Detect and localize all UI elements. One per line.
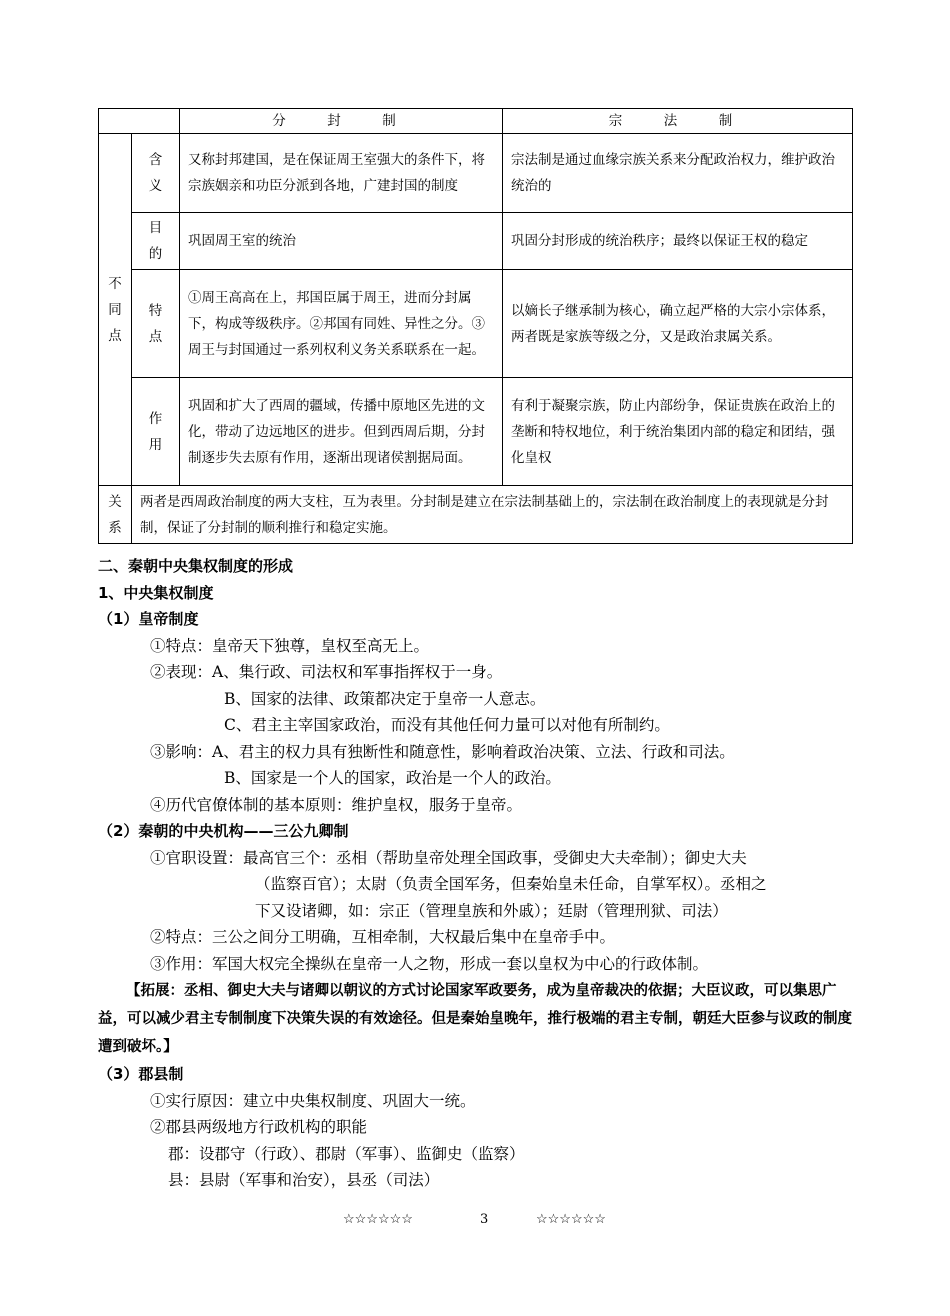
text-line: ③作用：军国大权完全操纵在皇帝一人之物，形成一套以皇权为中心的行政体制。 xyxy=(150,954,709,973)
relation-label: 关系 xyxy=(108,493,122,536)
header-fenfeng: 分 封 制 xyxy=(180,109,503,134)
row-label-cell xyxy=(132,213,180,270)
table-row xyxy=(99,213,853,270)
row-label: 含义 xyxy=(148,152,163,194)
text-line: ①官职设置：最高官三个：丞相（帮助皇帝处理全国政事，受御史大夫牵制）；御史大夫 xyxy=(150,848,747,867)
text-line: 郡：设郡守（行政）、郡尉（军事）、监御史（监察） xyxy=(168,1144,525,1163)
group-label: 不同点 xyxy=(108,275,122,344)
cell-fenfeng: 巩固和扩大了西周的疆域，传播中原地区先进的文化，带动了边远地区的进步。但到西周后期，分封制逐步失去原有作用，逐渐出现诸侯割据局面。 xyxy=(180,378,503,486)
cell-zongfa: 以嫡长子继承制为核心，确立起严格的大宗小宗体系，两者既是家族等级之分，又是政治隶属关系。 xyxy=(503,270,853,378)
text-line: B、国家是一个人的国家，政治是一个人的政治。 xyxy=(224,769,561,787)
section-title: 二、秦朝中央集权制度的形成 xyxy=(98,557,294,575)
row-label: 目的 xyxy=(148,220,163,262)
extension-note: 【拓展：丞相、御史大夫与诸卿以朝议的方式讨论国家军政要务，成为皇帝裁决的依据；大臣议政，可以集思广益，可以减少君主专制制度下决策失误的有效途径。但是秦始皇晚年，推行极端的君主专制，朝廷大臣参与议政的制度遭到破坏。】 xyxy=(98,983,852,1055)
row-label: 特点 xyxy=(148,302,163,345)
subsection-title: 1、中央集权制度 xyxy=(98,583,214,602)
relation-text: 两者是西周政治制度的两大支柱，互为表里。分封制是建立在宗法制基础上的，宗法制在政治制度上的表现就是分封制，保证了分封制的顺利推行和稳定实施。 xyxy=(132,486,853,544)
footer-stars-left: ☆☆☆☆☆☆ xyxy=(343,1212,413,1227)
text-line: 下又设诸卿，如：宗正（管理皇族和外戚）；廷尉（管理刑狱、司法） xyxy=(255,901,728,920)
text-line: ②特点：三公之间分工明确，互相牵制，大权最后集中在皇帝手中。 xyxy=(150,928,616,946)
row-label-cell xyxy=(132,134,180,213)
text-line: ①实行原因：建立中央集权制度、巩固大一统。 xyxy=(150,1091,476,1110)
page-number: 3 xyxy=(480,1212,489,1227)
body-text xyxy=(98,553,858,1194)
text-line: ①特点：皇帝天下独尊，皇权至高无上。 xyxy=(150,636,430,655)
cell-zongfa: 有利于凝聚宗族，防止内部纷争，保证贵族在政治上的垄断和特权地位，利于统治集团内部的稳定和团结，强化皇权 xyxy=(503,378,853,486)
table-row xyxy=(99,134,853,213)
part-title-county: （3）郡县制 xyxy=(98,1065,184,1083)
comparison-table xyxy=(98,108,853,544)
cell-zongfa: 巩固分封形成的统治秩序；最终以保证王权的稳定 xyxy=(503,213,853,270)
row-label-cell xyxy=(132,270,180,378)
cell-fenfeng: ①周王高高在上，邦国臣属于周王，进而分封属下，构成等级秩序。②邦国有同姓、异性之分。③周王与封国通过一系列权利义务关系联系在一起。 xyxy=(180,270,503,378)
cell-zongfa: 宗法制是通过血缘宗族关系来分配政治权力，维护政治统治的 xyxy=(503,134,853,213)
text-line: ③影响：A、君主的权力具有独断性和随意性，影响着政治决策、立法、行政和司法。 xyxy=(150,742,735,761)
cell-fenfeng: 又称封邦建国，是在保证周王室强大的条件下，将宗族姻亲和功臣分派到各地，广建封国的制度 xyxy=(180,134,503,213)
table-row xyxy=(99,486,853,544)
table-header-row xyxy=(99,109,853,134)
text-line: （监察百官）；太尉（负责全国军务，但秦始皇未任命，自掌军权）。丞相之 xyxy=(255,875,767,893)
text-line: ④历代官僚体制的基本原则：维护皇权，服务于皇帝。 xyxy=(150,795,523,814)
table-row xyxy=(99,378,853,486)
table-corner-cell xyxy=(99,109,180,134)
row-label: 作用 xyxy=(148,410,163,453)
part-title-emperor: （1）皇帝制度 xyxy=(98,610,199,628)
relation-label-cell xyxy=(99,486,132,544)
text-line: B、国家的法律、政策都决定于皇帝一人意志。 xyxy=(224,689,546,708)
row-label-cell xyxy=(132,378,180,486)
group-label-cell xyxy=(99,134,132,486)
part-title-central: （2）秦朝的中央机构——三公九卿制 xyxy=(98,822,349,840)
cell-fenfeng: 巩固周王室的统治 xyxy=(180,213,503,270)
text-line: ②表现：A、集行政、司法权和军事指挥权于一身。 xyxy=(150,663,503,681)
text-line: ②郡县两级地方行政机构的职能 xyxy=(150,1118,368,1136)
header-zongfa: 宗 法 制 xyxy=(503,109,853,134)
text-line: C、君主主宰国家政治，而没有其他任何力量可以对他有所制约。 xyxy=(224,716,670,734)
text-line: 县：县尉（军事和治安），县丞（司法） xyxy=(168,1171,440,1189)
footer-stars-right: ☆☆☆☆☆☆ xyxy=(536,1212,606,1227)
table-row xyxy=(99,270,853,378)
